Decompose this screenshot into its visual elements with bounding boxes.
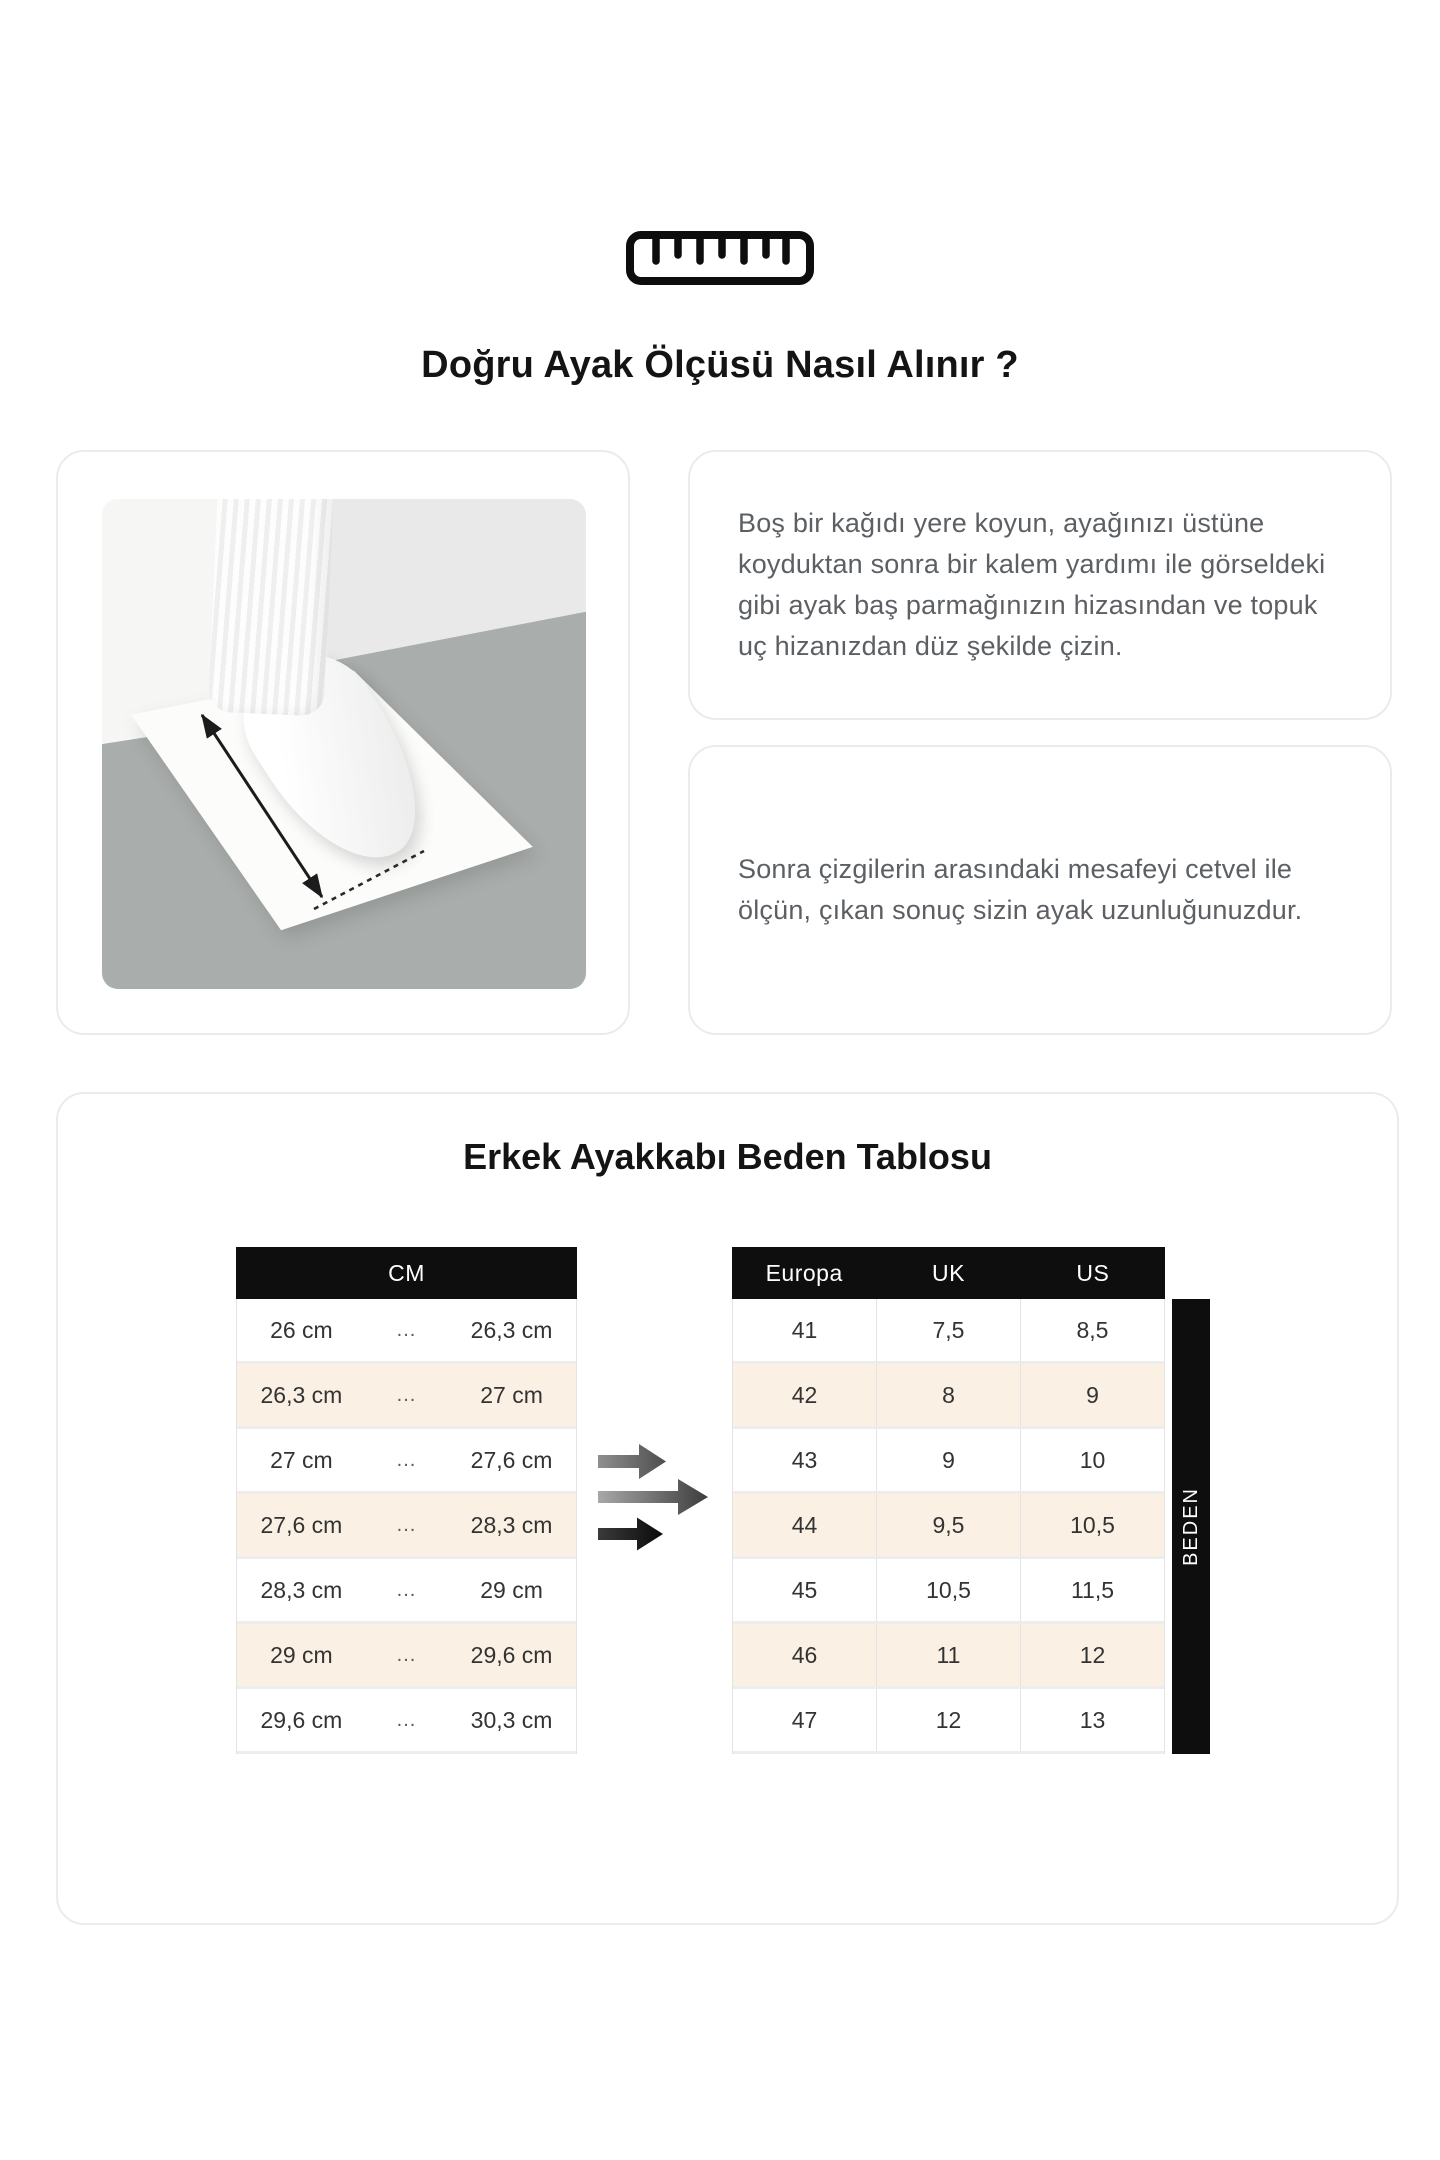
- foot-measurement-photo: [102, 499, 586, 989]
- size-cell: 9,5: [876, 1494, 1020, 1556]
- row-separator-dots: ...: [396, 1708, 417, 1731]
- size-cell: 13: [1020, 1689, 1164, 1751]
- size-table-header: [732, 1247, 1165, 1299]
- table-row: [733, 1689, 1164, 1754]
- size-chart-card: [56, 1092, 1399, 1925]
- beden-label: BEDEN: [1179, 1487, 1202, 1566]
- size-cell: 10,5: [876, 1559, 1020, 1621]
- header-cell-uk: UK: [932, 1259, 965, 1286]
- page-title: Doğru Ayak Ölçüsü Nasıl Alınır ?: [421, 344, 1019, 386]
- ruler-icon: [625, 230, 815, 288]
- row-separator-dots: ...: [396, 1513, 417, 1536]
- row-separator-dots: ...: [396, 1578, 417, 1601]
- row-separator-dots: ...: [396, 1643, 417, 1666]
- row-from-value: 29,6 cm: [260, 1706, 343, 1733]
- row-to-value: 26,3 cm: [470, 1316, 553, 1343]
- measurement-arrow: [102, 499, 586, 989]
- row-to-value: 29 cm: [480, 1576, 543, 1603]
- row-from-value: 29 cm: [270, 1641, 333, 1668]
- row-from-value: 26,3 cm: [260, 1381, 343, 1408]
- header-cell-us: US: [1076, 1259, 1110, 1286]
- table-row: [733, 1364, 1164, 1429]
- row-separator-dots: ...: [396, 1383, 417, 1406]
- row-from-value: 28,3 cm: [260, 1576, 343, 1603]
- instruction-card-1: [688, 450, 1392, 720]
- table-row: [237, 1429, 576, 1494]
- transfer-arrows-icon: [598, 1440, 720, 1556]
- cm-table-header: CM: [236, 1247, 577, 1299]
- table-row: [237, 1364, 576, 1429]
- row-from-value: 27 cm: [270, 1446, 333, 1473]
- size-chart-title: Erkek Ayakkabı Beden Tablosu: [463, 1136, 992, 1177]
- table-row: [237, 1689, 576, 1754]
- size-cell: 7,5: [876, 1299, 1020, 1361]
- cm-table: [236, 1247, 577, 1754]
- size-cell: 8: [876, 1364, 1020, 1426]
- instruction-text-2: Sonra çizgilerin arasındaki mesafeyi cetvel ile ölçün, çıkan sonuç sizin ayak uzunluğunuzdur.: [738, 853, 1303, 925]
- instruction-photo-card: [56, 450, 630, 1035]
- size-cell: 11: [876, 1624, 1020, 1686]
- table-row: [237, 1494, 576, 1559]
- row-to-value: 30,3 cm: [470, 1706, 553, 1733]
- instruction-card-2: [688, 745, 1392, 1035]
- size-cell: 43: [791, 1446, 818, 1473]
- table-row: [733, 1559, 1164, 1624]
- size-cell: 11,5: [1020, 1559, 1164, 1621]
- table-row: [733, 1429, 1164, 1494]
- instruction-text-1: Boş bir kağıdı yere koyun, ayağınızı üstüne koyduktan sonra bir kalem yardımı ile görseldeki gibi ayak baş parmağınızın hizasından ve topuk uç hizanızdan düz şekilde çizin.: [738, 507, 1326, 662]
- table-row: [733, 1624, 1164, 1689]
- size-cell: 12: [1020, 1624, 1164, 1686]
- table-row: [733, 1494, 1164, 1559]
- row-to-value: 29,6 cm: [470, 1641, 553, 1668]
- row-separator-dots: ...: [396, 1318, 417, 1341]
- size-cell: 45: [791, 1576, 818, 1603]
- row-from-value: 26 cm: [270, 1316, 333, 1343]
- size-cell: 47: [791, 1706, 818, 1733]
- size-cell: 9: [876, 1429, 1020, 1491]
- size-cell: 42: [791, 1381, 818, 1408]
- row-to-value: 28,3 cm: [470, 1511, 553, 1538]
- size-cell: 44: [791, 1511, 818, 1538]
- row-to-value: 27 cm: [480, 1381, 543, 1408]
- row-from-value: 27,6 cm: [260, 1511, 343, 1538]
- size-cell: 41: [791, 1316, 818, 1343]
- table-row: [237, 1624, 576, 1689]
- size-table: [732, 1247, 1165, 1754]
- header-cell-europa: Europa: [765, 1259, 843, 1286]
- row-to-value: 27,6 cm: [470, 1446, 553, 1473]
- beden-sidebar: [1172, 1299, 1210, 1754]
- row-separator-dots: ...: [396, 1448, 417, 1471]
- size-cell: 9: [1020, 1364, 1164, 1426]
- table-row: [237, 1299, 576, 1364]
- size-cell: 10: [1020, 1429, 1164, 1491]
- table-row: [237, 1559, 576, 1624]
- size-cell: 46: [791, 1641, 818, 1668]
- size-cell: 10,5: [1020, 1494, 1164, 1556]
- size-cell: 8,5: [1020, 1299, 1164, 1361]
- size-cell: 12: [876, 1689, 1020, 1751]
- table-row: [733, 1299, 1164, 1364]
